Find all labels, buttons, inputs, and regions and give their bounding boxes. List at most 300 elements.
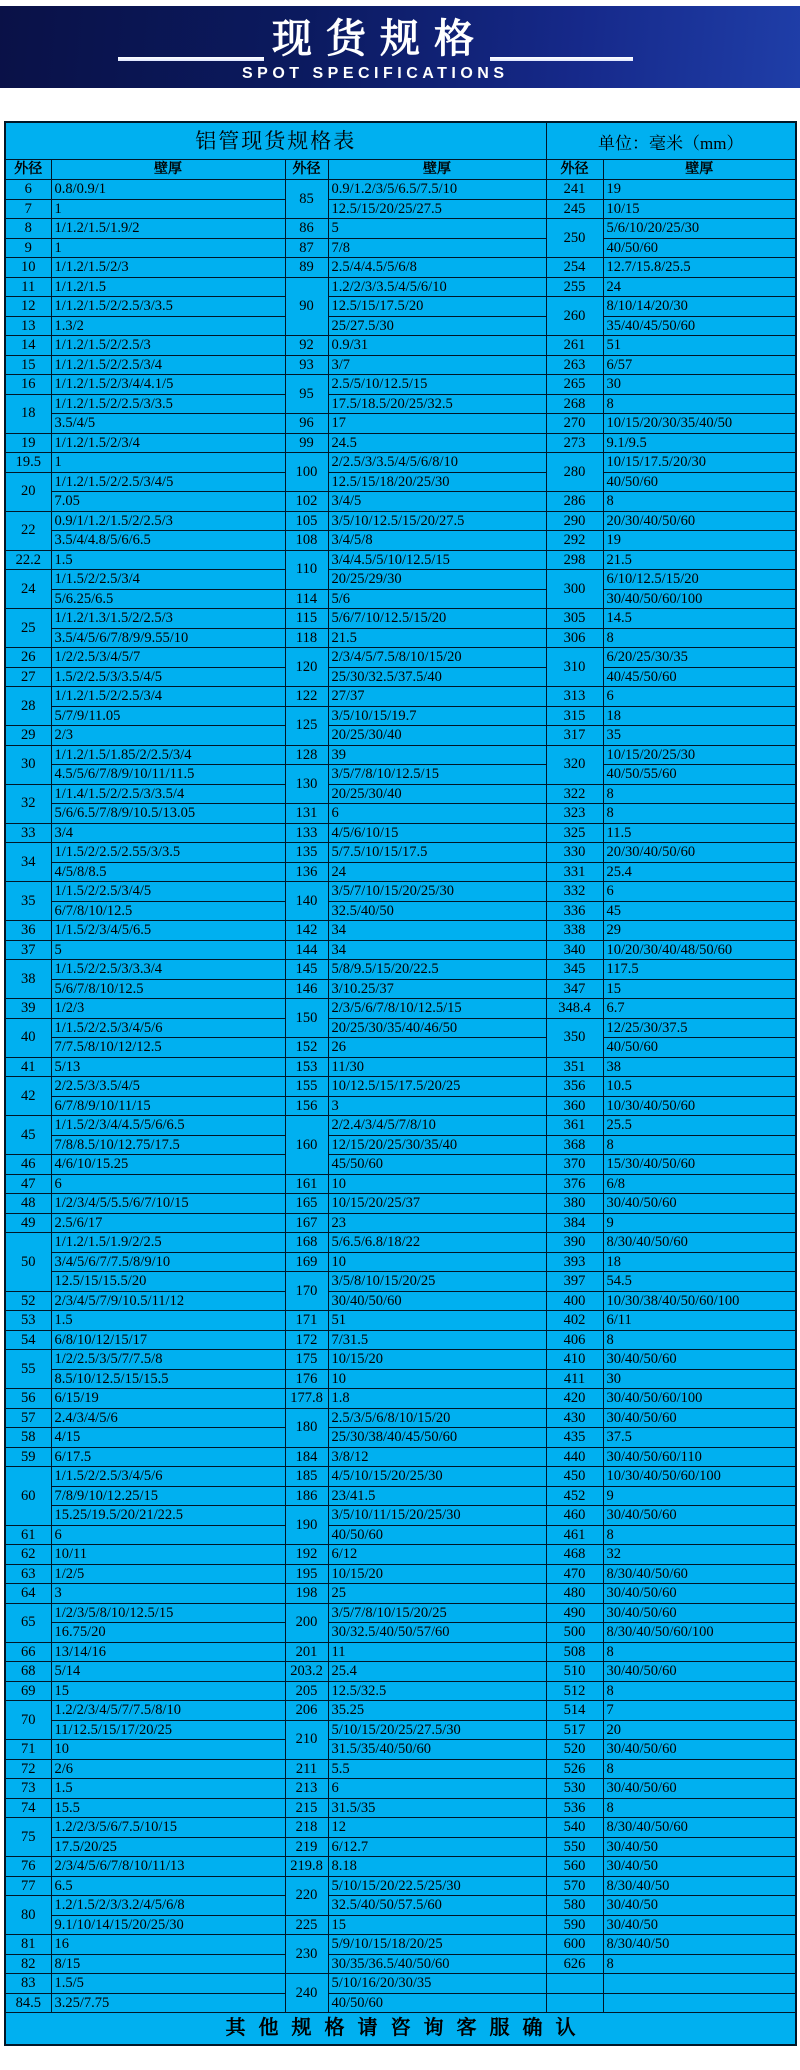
od-cell: 192 [285, 1545, 328, 1565]
od-cell: 330 [546, 843, 603, 863]
table-row [5, 1428, 796, 1448]
od-header-3: 外径 [546, 160, 603, 180]
wall-cell: 3 [51, 1584, 285, 1604]
wall-cell: 40/45/50/60 [603, 667, 796, 687]
wall-cell: 10/30/40/50/60 [603, 1096, 796, 1116]
wall-cell: 2.5/4/4.5/5/6/8 [328, 258, 546, 278]
od-cell: 536 [546, 1798, 603, 1818]
wall-cell: 21.5 [328, 628, 546, 648]
od-cell: 150 [285, 999, 328, 1038]
od-cell: 273 [546, 433, 603, 453]
banner-line-right [490, 57, 633, 61]
wall-cell: 12.5/15/17.5/20 [328, 297, 546, 317]
wall-cell: 7/7.5/8/10/12/12.5 [51, 1038, 285, 1058]
wall-cell: 8 [603, 1642, 796, 1662]
od-cell: 213 [285, 1779, 328, 1799]
wall-cell: 5/13 [51, 1057, 285, 1077]
wall-cell: 18 [603, 706, 796, 726]
wall-cell: 9 [603, 1213, 796, 1233]
wall-cell: 8/30/40/50/60/100 [603, 1623, 796, 1643]
table-unit: 单位：毫米（mm） [546, 122, 796, 160]
wall-cell: 34 [328, 921, 546, 941]
wall-cell: 31.5/35 [328, 1798, 546, 1818]
table-row [5, 1974, 796, 1994]
od-cell: 19.5 [5, 453, 51, 473]
wall-cell: 6 [51, 1525, 285, 1545]
od-cell: 145 [285, 960, 328, 980]
od-cell: 626 [546, 1954, 603, 1974]
wall-cell: 6 [51, 1174, 285, 1194]
od-cell: 131 [285, 804, 328, 824]
wall-cell: 1/1.2/1.5/1.85/2/2.5/3/4 [51, 745, 285, 765]
table-row [5, 433, 796, 453]
wall-cell: 6/57 [603, 355, 796, 375]
wall-cell: 3/5/7/10/15/20/25/30 [328, 882, 546, 902]
wall-cell: 30/40/50/60 [603, 1603, 796, 1623]
table-row [5, 1779, 796, 1799]
od-cell: 340 [546, 940, 603, 960]
od-cell [546, 1993, 603, 2013]
wall-cell: 12 [328, 1818, 546, 1838]
od-cell: 517 [546, 1720, 603, 1740]
table-row [5, 1057, 796, 1077]
od-cell: 10 [5, 258, 51, 278]
wall-cell: 1/1.5/2/2.5/3/4/5/6 [51, 1467, 285, 1487]
wall-cell: 15.25/19.5/20/21/22.5 [51, 1506, 285, 1526]
wall-cell: 0.9/1.2/3/5/6.5/7.5/10 [328, 180, 546, 200]
od-cell: 92 [285, 336, 328, 356]
wall-cell: 17 [328, 414, 546, 434]
od-cell: 25 [5, 609, 51, 648]
wall-cell: 20/25/30/40 [328, 784, 546, 804]
wall-cell: 16.75/20 [51, 1623, 285, 1643]
od-cell: 195 [285, 1564, 328, 1584]
wall-cell: 24 [603, 277, 796, 297]
table-row [5, 1252, 796, 1272]
od-cell: 452 [546, 1486, 603, 1506]
od-cell: 110 [285, 550, 328, 589]
wall-cell: 2/3/4/5/7/9/10.5/11/12 [51, 1291, 285, 1311]
od-cell: 99 [285, 433, 328, 453]
banner-title: 现货规格 [272, 17, 488, 61]
wall-cell: 30/40/50 [603, 1915, 796, 1935]
od-cell: 350 [546, 1018, 603, 1057]
od-cell: 68 [5, 1662, 51, 1682]
wall-cell: 51 [328, 1311, 546, 1331]
od-cell: 180 [285, 1408, 328, 1447]
od-cell: 60 [5, 1467, 51, 1526]
wall-cell: 1/1.2/1.5/2/2.5/3/4 [51, 687, 285, 707]
banner-subtitle: SPOT SPECIFICATIONS [241, 65, 509, 82]
wall-cell: 8/30/40/50 [603, 1935, 796, 1955]
wall-cell: 10/30/38/40/50/60/100 [603, 1291, 796, 1311]
table-row [5, 1272, 796, 1292]
od-cell: 550 [546, 1837, 603, 1857]
wall-cell: 1/2/3/4/5/5.5/6/7/10/15 [51, 1194, 285, 1214]
table-row [5, 1935, 796, 1955]
od-cell: 80 [5, 1896, 51, 1935]
od-cell: 42 [5, 1077, 51, 1116]
wall-cell: 5/14 [51, 1662, 285, 1682]
od-cell: 218 [285, 1818, 328, 1838]
od-cell: 130 [285, 765, 328, 804]
wall-cell: 32 [603, 1545, 796, 1565]
od-cell: 560 [546, 1857, 603, 1877]
wall-cell: 25/30/38/40/45/50/60 [328, 1428, 546, 1448]
od-cell: 87 [285, 238, 328, 258]
wall-cell: 8/15 [51, 1954, 285, 1974]
od-cell: 393 [546, 1252, 603, 1272]
od-cell: 590 [546, 1915, 603, 1935]
wall-cell: 10/15/20 [328, 1350, 546, 1370]
table-row [5, 667, 796, 687]
wall-cell: 40/50/60 [603, 238, 796, 258]
od-cell: 280 [546, 453, 603, 492]
od-cell: 306 [546, 628, 603, 648]
table-row [5, 609, 796, 629]
wall-cell: 8 [603, 784, 796, 804]
wall-cell: 1.5 [51, 1311, 285, 1331]
wall-cell: 20/30/40/50/60 [603, 843, 796, 863]
od-cell: 336 [546, 901, 603, 921]
wall-cell: 1/1.5/2/2.5/3/4/5 [51, 882, 285, 902]
wall-cell: 1/2/3 [51, 999, 285, 1019]
wall-cell: 1/1.2/1.5/2/3/4/4.1/5 [51, 375, 285, 395]
od-cell: 33 [5, 823, 51, 843]
wall-cell: 1/1.2/1.5 [51, 277, 285, 297]
table-row [5, 1896, 796, 1916]
wall-cell: 1.5/2/2.5/3/3.5/4/5 [51, 667, 285, 687]
od-cell: 36 [5, 921, 51, 941]
od-cell: 384 [546, 1213, 603, 1233]
wall-cell: 1.5 [51, 550, 285, 570]
od-cell: 351 [546, 1057, 603, 1077]
wall-cell: 40/50/60 [328, 1525, 546, 1545]
wall-cell: 32.5/40/50 [328, 901, 546, 921]
wall-cell: 3/5/7/8/10/15/20/25 [328, 1603, 546, 1623]
wall-cell: 12.5/15/18/20/25/30 [328, 472, 546, 492]
table-row [5, 960, 796, 980]
wall-cell: 8 [603, 1954, 796, 1974]
od-cell: 402 [546, 1311, 603, 1331]
od-cell: 211 [285, 1759, 328, 1779]
od-cell: 360 [546, 1096, 603, 1116]
wall-cell: 25/27.5/30 [328, 316, 546, 336]
wall-cell: 5/8/9.5/15/20/22.5 [328, 960, 546, 980]
wall-cell: 3/7 [328, 355, 546, 375]
wall-cell: 30/32.5/40/50/57/60 [328, 1623, 546, 1643]
wall-cell: 1/2/3/5/8/10/12.5/15 [51, 1603, 285, 1623]
od-cell: 186 [285, 1486, 328, 1506]
od-cell: 135 [285, 843, 328, 863]
wall-cell: 6 [603, 882, 796, 902]
wall-cell: 3/4/5 [328, 492, 546, 512]
od-cell: 210 [285, 1720, 328, 1759]
wall-cell: 8 [603, 394, 796, 414]
od-cell: 190 [285, 1506, 328, 1545]
wall-cell: 30/40/50/60 [603, 1740, 796, 1760]
table-row [5, 1369, 796, 1389]
wall-cell: 3.5/4/5/6/7/8/9/9.55/10 [51, 628, 285, 648]
wall-cell: 12/15/20/25/30/35/40 [328, 1135, 546, 1155]
table-row [5, 726, 796, 746]
wall-cell: 30/40/50/60 [603, 1662, 796, 1682]
table-row [5, 1993, 796, 2013]
wall-cell: 32.5/40/50/57.5/60 [328, 1896, 546, 1916]
wall-cell: 14.5 [603, 609, 796, 629]
wall-cell: 11/30 [328, 1057, 546, 1077]
od-cell: 15 [5, 355, 51, 375]
od-cell: 390 [546, 1233, 603, 1253]
table-footer-note: 其他规格请咨询客服确认 [5, 2013, 796, 2046]
od-cell: 410 [546, 1350, 603, 1370]
table-row [5, 921, 796, 941]
od-cell: 510 [546, 1662, 603, 1682]
wall-cell: 30/40/50/60/110 [603, 1447, 796, 1467]
table-row [5, 414, 796, 434]
wall-cell: 1/1.2/1.5/2/2.5/3/3.5 [51, 394, 285, 414]
od-cell: 512 [546, 1681, 603, 1701]
od-cell: 411 [546, 1369, 603, 1389]
od-cell: 345 [546, 960, 603, 980]
od-cell: 205 [285, 1681, 328, 1701]
wall-cell: 10/15/20/30/35/40/50 [603, 414, 796, 434]
wall-cell: 23 [328, 1213, 546, 1233]
od-cell: 93 [285, 355, 328, 375]
wall-cell: 6/7/8/10/12.5 [51, 901, 285, 921]
wall-cell: 20/25/30/40 [328, 726, 546, 746]
od-cell: 27 [5, 667, 51, 687]
od-cell: 215 [285, 1798, 328, 1818]
wall-cell: 30/40/50/60 [603, 1194, 796, 1214]
wall-cell: 6/8/10/12/15/17 [51, 1330, 285, 1350]
table-footer-row [5, 2013, 796, 2046]
wall-cell: 15 [328, 1915, 546, 1935]
od-cell: 144 [285, 940, 328, 960]
od-cell: 184 [285, 1447, 328, 1467]
table-row [5, 277, 796, 297]
od-cell: 160 [285, 1116, 328, 1175]
table-title: 铝管现货规格表 [5, 122, 546, 160]
od-cell: 200 [285, 1603, 328, 1642]
table-row [5, 199, 796, 219]
table-row [5, 1116, 796, 1136]
wall-cell: 1/1.5/2/2.5/3/4 [51, 570, 285, 590]
wall-cell: 0.9/31 [328, 336, 546, 356]
wall-cell: 5/6.5/6.8/18/22 [328, 1233, 546, 1253]
wall-cell: 1/1.2/1.5/2/2.5/3/4/5 [51, 472, 285, 492]
od-cell: 146 [285, 979, 328, 999]
wall-cell: 3/4/5/6/7/7.5/8/9/10 [51, 1252, 285, 1272]
table-row [5, 648, 796, 668]
wall-cell: 39 [328, 745, 546, 765]
wall-cell: 1/2/5 [51, 1564, 285, 1584]
od-cell: 332 [546, 882, 603, 902]
wall-cell: 8/30/40/50/60 [603, 1564, 796, 1584]
wall-cell: 5/7.5/10/15/17.5 [328, 843, 546, 863]
wall-cell: 19 [603, 180, 796, 200]
wall-cell: 10/15/20/25/30 [603, 745, 796, 765]
wall-cell: 1/1.5/2/3/4/5/6.5 [51, 921, 285, 941]
wall-cell: 6 [328, 1779, 546, 1799]
wall-cell: 3/8/12 [328, 1447, 546, 1467]
od-cell: 114 [285, 589, 328, 609]
wall-cell: 3.5/4/5 [51, 414, 285, 434]
wall-cell: 5/6.25/6.5 [51, 589, 285, 609]
table-row [5, 1447, 796, 1467]
wall-cell: 6/20/25/30/35 [603, 648, 796, 668]
od-cell: 70 [5, 1701, 51, 1740]
wall-cell: 30/40/50/60 [328, 1291, 546, 1311]
od-cell: 460 [546, 1506, 603, 1526]
od-cell: 185 [285, 1467, 328, 1487]
wall-cell: 5/10/15/20/22.5/25/30 [328, 1876, 546, 1896]
wall-cell: 117.5 [603, 960, 796, 980]
wall-cell: 7.05 [51, 492, 285, 512]
wall-header-1: 壁厚 [51, 160, 285, 180]
wall-cell: 30/40/50 [603, 1857, 796, 1877]
od-cell: 13 [5, 316, 51, 336]
wall-cell: 20/25/30/35/40/46/50 [328, 1018, 546, 1038]
od-cell: 450 [546, 1467, 603, 1487]
table-row [5, 745, 796, 765]
wall-cell: 45 [603, 901, 796, 921]
table-row [5, 394, 796, 414]
od-cell: 8 [5, 219, 51, 239]
wall-cell: 1.5 [51, 1779, 285, 1799]
od-cell: 48 [5, 1194, 51, 1214]
table-row [5, 823, 796, 843]
column-header-row [5, 160, 796, 180]
table-row [5, 180, 796, 200]
wall-cell: 1/1.4/1.5/2/2.5/3/3.5/4 [51, 784, 285, 804]
od-cell: 420 [546, 1389, 603, 1409]
od-cell: 39 [5, 999, 51, 1019]
od-cell: 323 [546, 804, 603, 824]
table-row [5, 258, 796, 278]
wall-cell: 30/40/50/60 [603, 1506, 796, 1526]
od-cell: 128 [285, 745, 328, 765]
od-cell: 41 [5, 1057, 51, 1077]
table-row [5, 1506, 796, 1526]
wall-cell: 1/1.2/1.5/2/3 [51, 258, 285, 278]
wall-cell: 2/6 [51, 1759, 285, 1779]
od-cell: 325 [546, 823, 603, 843]
wall-cell: 10 [51, 1740, 285, 1760]
od-cell: 72 [5, 1759, 51, 1779]
od-cell: 26 [5, 648, 51, 668]
od-cell: 219.8 [285, 1857, 328, 1877]
wall-cell: 30/40/50/60 [603, 1779, 796, 1799]
table-row [5, 784, 796, 804]
od-cell: 156 [285, 1096, 328, 1116]
od-cell: 220 [285, 1876, 328, 1915]
wall-cell: 3/5/10/12.5/15/20/27.5 [328, 511, 546, 531]
wall-cell: 5.5 [328, 1759, 546, 1779]
wall-cell: 29 [603, 921, 796, 941]
od-cell: 468 [546, 1545, 603, 1565]
wall-cell: 54.5 [603, 1272, 796, 1292]
od-cell: 20 [5, 472, 51, 511]
table-row [5, 1623, 796, 1643]
wall-cell: 12.5/32.5 [328, 1681, 546, 1701]
table-row [5, 1018, 796, 1038]
od-cell: 45 [5, 1116, 51, 1155]
wall-cell: 2.5/5/10/12.5/15 [328, 375, 546, 395]
wall-cell: 9 [603, 1486, 796, 1506]
table-row [5, 355, 796, 375]
wall-cell: 5/7/9/11.05 [51, 706, 285, 726]
od-header-2: 外径 [285, 160, 328, 180]
wall-cell: 3/5/8/10/15/20/25 [328, 1272, 546, 1292]
wall-cell: 1 [51, 453, 285, 473]
od-cell: 175 [285, 1350, 328, 1370]
wall-cell: 11.5 [603, 823, 796, 843]
od-cell: 77 [5, 1876, 51, 1896]
wall-cell: 6/11 [603, 1311, 796, 1331]
wall-cell: 20 [603, 1720, 796, 1740]
od-cell: 260 [546, 297, 603, 336]
wall-cell: 10/30/40/50/60/100 [603, 1467, 796, 1487]
od-cell: 286 [546, 492, 603, 512]
od-cell: 315 [546, 706, 603, 726]
table-row [5, 804, 796, 824]
od-cell: 64 [5, 1584, 51, 1604]
od-cell: 155 [285, 1077, 328, 1097]
od-cell: 230 [285, 1935, 328, 1974]
wall-cell: 8.5/10/12.5/15/15.5 [51, 1369, 285, 1389]
wall-cell: 8 [603, 1798, 796, 1818]
wall-cell: 9.1/10/14/15/20/25/30 [51, 1915, 285, 1935]
od-cell: 40 [5, 1018, 51, 1057]
od-cell: 85 [285, 180, 328, 219]
od-cell: 165 [285, 1194, 328, 1214]
od-cell: 55 [5, 1350, 51, 1389]
od-cell: 530 [546, 1779, 603, 1799]
od-cell: 430 [546, 1408, 603, 1428]
od-cell: 201 [285, 1642, 328, 1662]
wall-cell: 1/1.5/2/2.5/3/3.3/4 [51, 960, 285, 980]
wall-cell: 34 [328, 940, 546, 960]
table-row [5, 570, 796, 590]
wall-cell: 6/15/19 [51, 1389, 285, 1409]
wall-cell: 10/15/20/25/37 [328, 1194, 546, 1214]
od-cell: 54 [5, 1330, 51, 1350]
wall-cell: 8 [603, 628, 796, 648]
wall-cell: 2/2.4/3/4/5/7/8/10 [328, 1116, 546, 1136]
od-cell: 331 [546, 862, 603, 882]
wall-cell: 35 [603, 726, 796, 746]
wall-cell: 30/35/36.5/40/50/60 [328, 1954, 546, 1974]
od-cell: 86 [285, 219, 328, 239]
wall-cell: 10/11 [51, 1545, 285, 1565]
wall-cell: 10/12.5/15/17.5/20/25 [328, 1077, 546, 1097]
od-cell: 361 [546, 1116, 603, 1136]
wall-cell: 35/40/45/50/60 [603, 316, 796, 336]
table-row [5, 1525, 796, 1545]
od-cell: 338 [546, 921, 603, 941]
od-cell: 46 [5, 1155, 51, 1175]
table-row [5, 238, 796, 258]
wall-cell: 3/4/5/8 [328, 531, 546, 551]
od-cell: 136 [285, 862, 328, 882]
wall-cell: 3/5/10/11/15/20/25/30 [328, 1506, 546, 1526]
wall-cell: 1.8 [328, 1389, 546, 1409]
wall-cell: 4/5/6/10/15 [328, 823, 546, 843]
wall-cell: 8 [603, 1681, 796, 1701]
od-cell: 170 [285, 1272, 328, 1311]
table-row [5, 336, 796, 356]
